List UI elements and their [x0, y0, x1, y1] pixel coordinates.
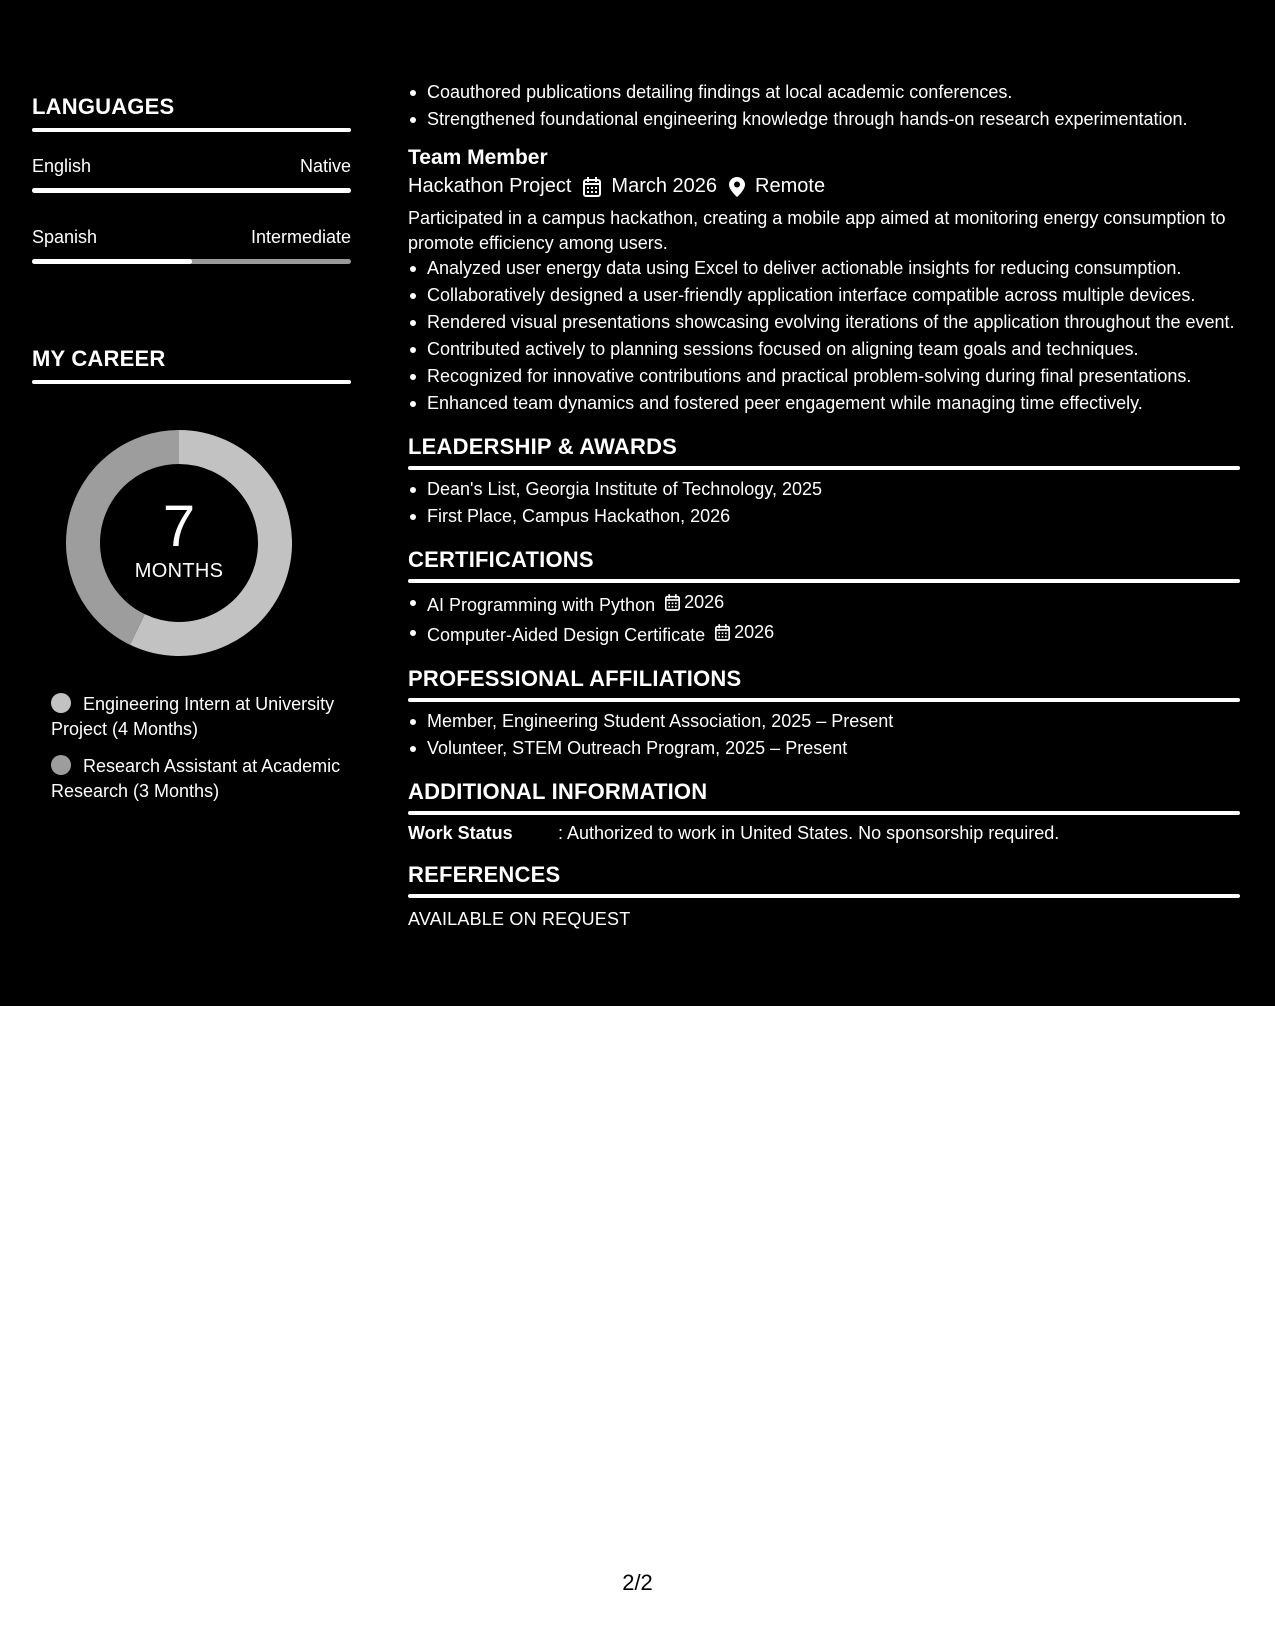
certification-year: 2026: [684, 592, 725, 612]
references-title: REFERENCES: [408, 862, 561, 887]
language-proficiency-fill: [32, 259, 192, 264]
certifications-title: CERTIFICATIONS: [408, 547, 594, 572]
legend-item: [51, 754, 351, 804]
list-item: Coauthored publications detailing findings at local academic conferences.: [408, 80, 1240, 105]
additional-info-title: ADDITIONAL INFORMATION: [408, 779, 708, 804]
affiliations-divider: [408, 698, 1240, 702]
list-item: First Place, Campus Hackathon, 2026: [408, 504, 1240, 529]
list-item: Strengthened foundational engineering knowledge through hands-on research experimentation.: [408, 107, 1240, 132]
job-bullets: [408, 256, 1240, 416]
language-name: Spanish: [32, 227, 98, 247]
job-meta: [408, 175, 1240, 198]
work-status-value: : Authorized to work in United States. No sponsorship required.: [558, 823, 1060, 843]
calendar-icon: [665, 594, 680, 611]
references-section: [408, 862, 1240, 930]
job-date: March 2026: [611, 175, 718, 197]
job-title: Team Member: [408, 146, 548, 169]
career-total-months: 7: [162, 493, 196, 559]
list-item: Contributed actively to planning sessions focused on aligning team goals and techniques.: [408, 337, 1240, 362]
previous-job-bullets: [408, 80, 1240, 132]
certification-year: 2026: [734, 622, 775, 642]
legend-item: [51, 692, 351, 742]
career-title: MY CAREER: [32, 346, 166, 371]
list-item: Collaboratively designed a user-friendly application interface compatible across multiple devices.: [408, 283, 1240, 308]
job-description: Participated in a campus hackathon, creating a mobile app aimed at monitoring energy consumption to promote efficiency among users.: [408, 208, 1226, 253]
language-proficiency-fill: [32, 188, 351, 193]
sidebar: [32, 94, 351, 804]
legend-dot-icon: [51, 755, 71, 775]
awards-title: LEADERSHIP & AWARDS: [408, 434, 678, 459]
references-divider: [408, 894, 1240, 898]
list-item: Volunteer, STEM Outreach Program, 2025 – Present: [408, 736, 1240, 761]
language-item: [32, 156, 351, 193]
list-item: [408, 590, 1240, 618]
list-item: [408, 620, 1240, 648]
awards-divider: [408, 466, 1240, 470]
legend-label: Research Assistant at Academic Research (3 Months): [51, 756, 341, 801]
certifications-section: [408, 547, 1240, 648]
donut-center: [66, 430, 292, 656]
list-item: Recognized for innovative contributions and practical problem-solving during final presentations.: [408, 364, 1240, 389]
career-divider: [32, 380, 351, 384]
languages-divider: [32, 128, 351, 132]
language-item: [32, 227, 351, 264]
list-item: Dean's List, Georgia Institute of Technology, 2025: [408, 477, 1240, 502]
certification-name: AI Programming with Python: [427, 595, 656, 615]
languages-section: [32, 94, 351, 264]
career-section: [32, 346, 351, 804]
legend-dot-icon: [51, 693, 71, 713]
page-number: 2/2: [622, 1570, 653, 1595]
work-status-label: Work Status: [408, 823, 513, 843]
certification-name: Computer-Aided Design Certificate: [427, 625, 706, 645]
certifications-divider: [408, 579, 1240, 583]
languages-title: LANGUAGES: [32, 94, 175, 119]
language-name: English: [32, 156, 92, 176]
career-legend: [51, 692, 351, 804]
language-proficiency-bar: [32, 259, 351, 264]
job-location: Remote: [755, 175, 826, 197]
legend-label: Engineering Intern at University Project (4 Months): [51, 694, 335, 739]
main-content: [408, 80, 1240, 930]
language-proficiency-bar: [32, 188, 351, 193]
list-item: Rendered visual presentations showcasing evolving iterations of the application throughout the event.: [408, 310, 1240, 335]
affiliations-section: [408, 666, 1240, 761]
language-level: Native: [299, 156, 351, 176]
location-pin-icon: [729, 177, 745, 197]
calendar-icon: [583, 177, 601, 197]
career-total-unit: MONTHS: [134, 559, 224, 582]
additional-info-divider: [408, 811, 1240, 815]
references-text: AVAILABLE ON REQUEST: [408, 909, 631, 929]
awards-section: [408, 434, 1240, 529]
job-organization: Hackathon Project: [408, 175, 572, 197]
language-level: Intermediate: [250, 227, 351, 247]
additional-info-section: [408, 779, 1240, 844]
work-status-row: [408, 823, 1240, 844]
list-item: Enhanced team dynamics and fostered peer engagement while managing time effectively.: [408, 391, 1240, 416]
calendar-icon: [715, 624, 730, 641]
affiliations-title: PROFESSIONAL AFFILIATIONS: [408, 666, 742, 691]
list-item: Analyzed user energy data using Excel to deliver actionable insights for reducing consumption.: [408, 256, 1240, 281]
list-item: Member, Engineering Student Association, 2025 – Present: [408, 709, 1240, 734]
career-donut-chart: [66, 430, 292, 656]
